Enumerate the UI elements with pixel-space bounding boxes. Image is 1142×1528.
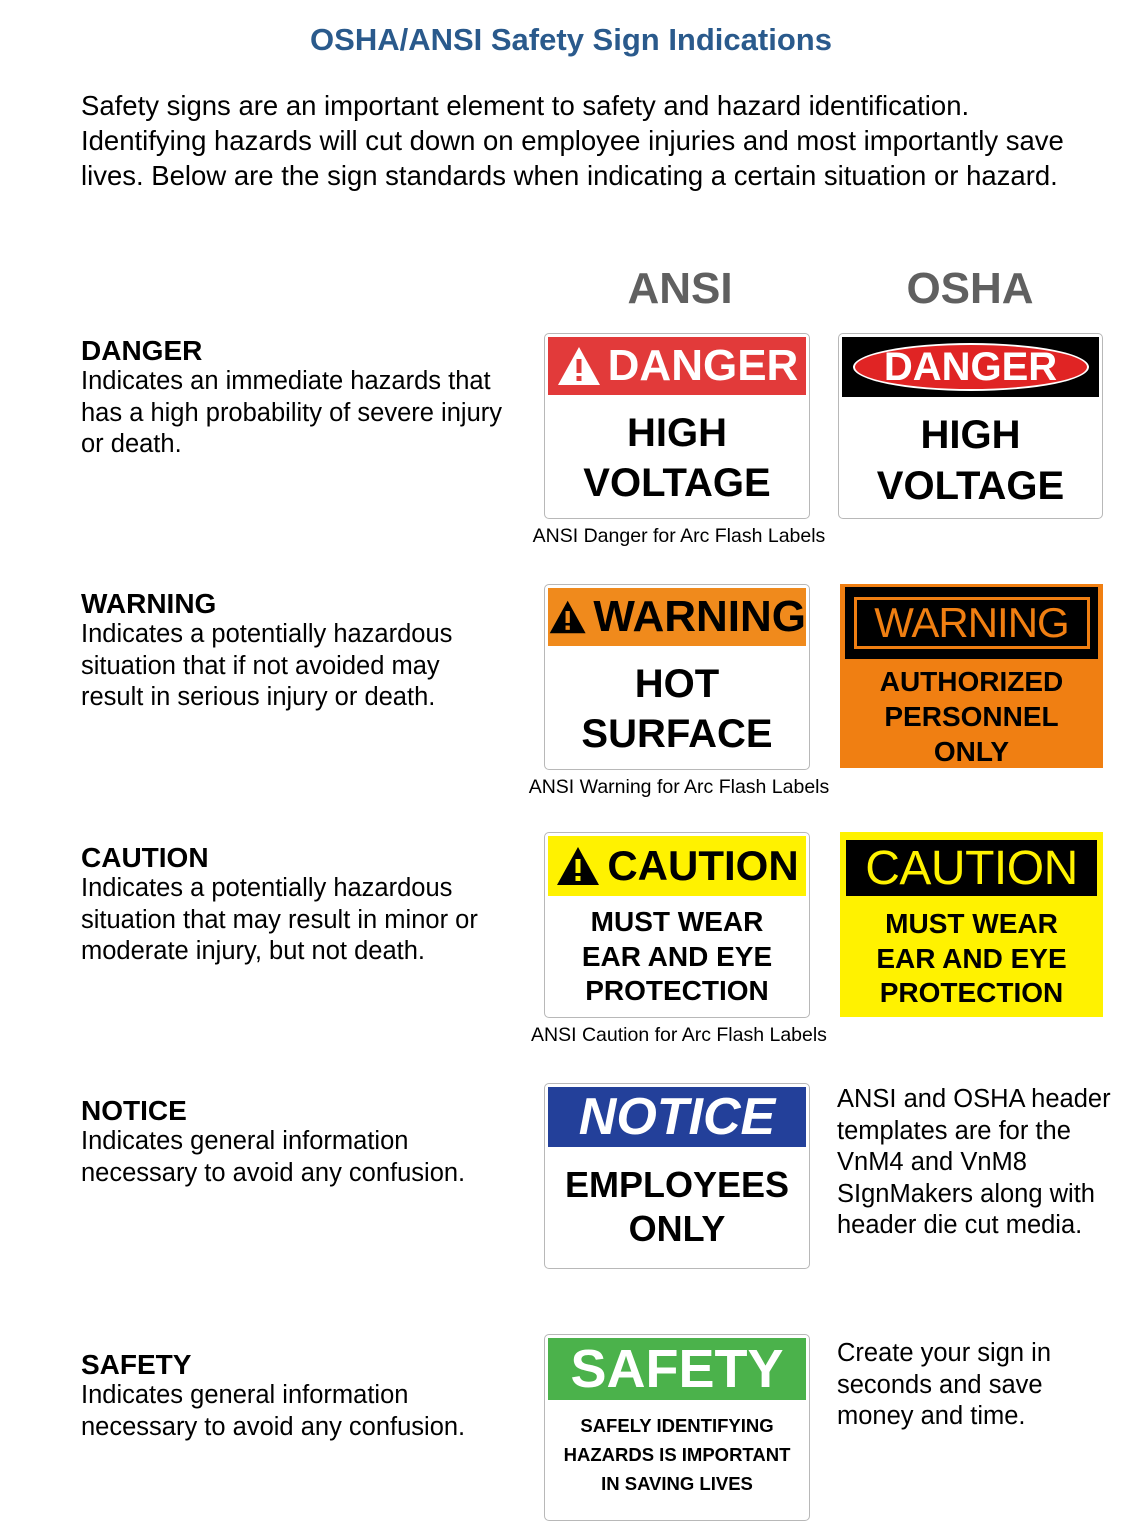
danger-osha-sign [838, 333, 1103, 519]
sign-line: ONLY [933, 736, 1010, 767]
sign-line: IN SAVING LIVES [601, 1473, 753, 1494]
warning-header-text: WARNING [593, 592, 806, 641]
caution-osha-header [846, 840, 1097, 896]
sign-line: MUST WEAR [885, 908, 1058, 939]
warning-ansi-body [545, 659, 809, 759]
sign-line: HOT [634, 662, 720, 706]
category-name: CAUTION [81, 842, 209, 873]
warning-header-text: WARNING [874, 599, 1069, 646]
notice-side-note: ANSI and OSHA header templates are for the VnM4 and VnM8 SIgnMakers along with header die cut media. [837, 1085, 1111, 1239]
sign-line: HIGH [627, 411, 727, 455]
sign-line: PROTECTION [879, 977, 1064, 1008]
sign-line: AUTHORIZED [879, 666, 1064, 697]
notice-sign [544, 1083, 810, 1269]
danger-caption: ANSI Danger for Arc Flash Labels [532, 525, 826, 547]
category-notice [81, 1096, 501, 1189]
caution-osha-sign [840, 832, 1103, 1017]
danger-ansi-body [545, 408, 809, 508]
danger-osha-body [839, 410, 1102, 512]
category-name: DANGER [81, 335, 203, 366]
safety-header-text: SAFETY [570, 1339, 784, 1399]
danger-oval [853, 343, 1089, 391]
notice-header-text: NOTICE [578, 1088, 776, 1146]
sign-line: SAFELY IDENTIFYING [580, 1415, 774, 1436]
sign-line: ONLY [628, 1208, 726, 1249]
caution-osha-body [840, 907, 1103, 1011]
caution-ansi-body [545, 905, 809, 1009]
category-name: NOTICE [81, 1095, 187, 1126]
category-desc: Indicates a potentially hazardous situation that may result in minor or moderate injury, but not death. [81, 874, 478, 965]
notice-header [548, 1087, 806, 1147]
sign-line: HIGH [920, 413, 1021, 457]
warning-osha-body [840, 664, 1103, 769]
sign-line: VOLTAGE [876, 464, 1065, 508]
category-desc: Indicates a potentially hazardous situation that if not avoided may result in serious injury or death. [81, 620, 453, 711]
safety-side-note: Create your sign in seconds and save money and time. [837, 1339, 1052, 1430]
category-name: WARNING [81, 588, 217, 619]
safety-header [548, 1338, 806, 1400]
caution-caption: ANSI Caution for Arc Flash Labels [531, 1024, 827, 1046]
sign-line: SURFACE [581, 712, 773, 756]
intro-paragraph: Safety signs are an important element to safety and hazard identification. Identifying hazards will cut down on employee injuries and most importantly save lives. Below are the sign standards when indicating a certain situation or hazard. [81, 90, 1064, 191]
caution-ansi-header [548, 836, 806, 896]
warning-ansi-header [548, 588, 806, 646]
warning-triangle-icon [556, 345, 602, 387]
notice-body [545, 1163, 809, 1251]
warning-osha-sign [840, 584, 1103, 768]
sign-line: PROTECTION [585, 975, 769, 1006]
osha-column-header: OSHA [906, 264, 1034, 313]
category-desc: Indicates an immediate hazards that has a high probability of severe injury or death. [81, 367, 502, 458]
safety-sign [544, 1334, 810, 1521]
page-title: OSHA/ANSI Safety Sign Indications [310, 22, 832, 57]
danger-ansi-header [548, 337, 806, 395]
sign-line: EAR AND EYE [581, 940, 773, 972]
sign-line: EMPLOYEES [564, 1164, 790, 1205]
warning-caption: ANSI Warning for Arc Flash Labels [528, 776, 830, 798]
sign-line: HAZARDS IS IMPORTANT [563, 1444, 791, 1465]
danger-header-text: DANGER [607, 341, 799, 390]
category-danger [81, 336, 521, 461]
danger-ansi-sign [544, 333, 810, 519]
sign-line: VOLTAGE [583, 461, 771, 505]
safety-body [545, 1411, 809, 1498]
category-caution [81, 843, 481, 968]
category-safety [81, 1350, 501, 1443]
category-desc: Indicates general information necessary to avoid any confusion. [81, 1127, 466, 1187]
category-name: SAFETY [81, 1349, 192, 1380]
warning-frame [854, 597, 1090, 649]
danger-osha-header [842, 337, 1099, 397]
category-desc: Indicates general information necessary to avoid any confusion. [81, 1381, 466, 1441]
sign-line: MUST WEAR [590, 906, 764, 937]
sign-line: EAR AND EYE [876, 942, 1067, 974]
caution-header-text: CAUTION [607, 842, 799, 889]
warning-triangle-icon [555, 845, 601, 887]
category-warning [81, 589, 481, 714]
sign-line: PERSONNEL [884, 701, 1059, 732]
danger-header-text: DANGER [883, 344, 1058, 389]
caution-header-text: CAUTION [865, 841, 1078, 895]
ansi-column-header: ANSI [627, 264, 733, 313]
warning-osha-header [845, 587, 1098, 659]
warning-triangle-icon [548, 596, 587, 638]
caution-ansi-sign [544, 832, 810, 1018]
warning-ansi-sign [544, 584, 810, 770]
